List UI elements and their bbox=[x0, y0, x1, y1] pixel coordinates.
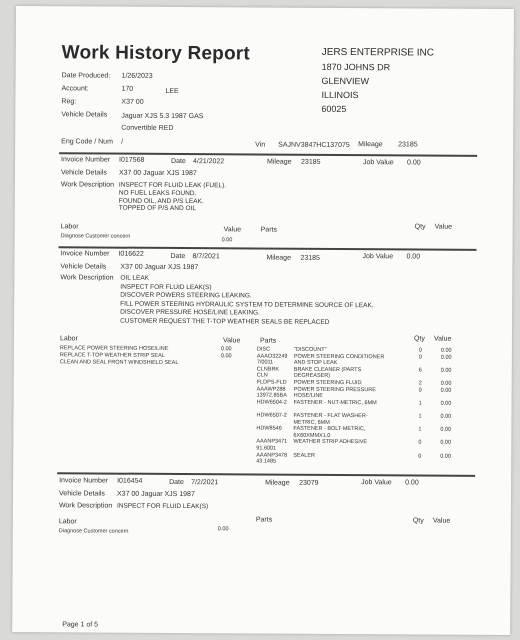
part-qtys: 0 0 6 2 0 1 1 1 0 0 bbox=[418, 347, 422, 459]
vin-label: Vin bbox=[255, 141, 266, 149]
company-block bbox=[321, 46, 434, 117]
invoice-number-label: Invoice Number bbox=[59, 477, 109, 485]
invoice-date-label: Date bbox=[171, 157, 186, 166]
labor-values: 0.00 bbox=[217, 526, 229, 533]
invoice-vehicle-label: Vehicle Details bbox=[58, 490, 105, 498]
job-value-value: 0.00 bbox=[407, 159, 421, 167]
company-zip: 60025 bbox=[321, 103, 347, 115]
qty-header: Qty bbox=[413, 335, 425, 343]
vehicle-details-value: Jaguar XJS 5.3 1987 GAS bbox=[121, 112, 204, 121]
invoice-date-label: Date bbox=[170, 252, 186, 261]
report-title: Work History Report bbox=[61, 42, 250, 65]
invoice-mileage-label: Mileage bbox=[267, 158, 292, 166]
account-value: 170 bbox=[121, 85, 134, 93]
work-description-text: OIL LEAK INSPECT FOR FLUID LEAK(S) DISCOVER POWERS STEERING LEAKING. FILL POWER STEERING HYDRAULIC SYSTEM TO DETERMINE SOURCE OF LEAK. DISCOVER PRESSURE HOSE/LINE LEAKING. CUSTOMER REQUEST THE T-TOP WEATHER SEALS BE REPLACED bbox=[120, 274, 374, 326]
invoice-vehicle-value: X37 00 Jaguar XJS 1987 bbox=[116, 490, 195, 499]
part-value-header: Value bbox=[432, 517, 451, 525]
company-city: GLENVIEW bbox=[321, 75, 370, 87]
job-value-label: Job Value bbox=[361, 479, 392, 487]
work-description-label: Work Description bbox=[60, 181, 115, 189]
work-description-label: Work Description bbox=[58, 502, 113, 510]
qty-header: Qty bbox=[414, 223, 426, 231]
labor-lines: Diagnose Customer concern bbox=[60, 233, 131, 240]
work-description-text: INSPECT FOR FLUID LEAK(S) bbox=[116, 502, 209, 511]
invoice-number-label: Invoice Number bbox=[61, 156, 111, 164]
invoice-mileage-label: Mileage bbox=[265, 479, 290, 487]
invoice-number-value: I016622 bbox=[118, 250, 144, 258]
invoice-date-value: 8/7/2021 bbox=[192, 253, 220, 261]
part-codes: DISC AAAO32249 7/0011 CLNBRK CLN FLDPS-FLD AAAWP288 13972.85BA HDW6504-2 HDW6507-2 HDW8546 AAANP3471 91.6001 AAANP3478 43.1485 bbox=[256, 346, 288, 465]
parts-header: Parts bbox=[255, 516, 273, 524]
invoice-number-label: Invoice Number bbox=[60, 250, 110, 258]
eng-code-value: / bbox=[121, 138, 124, 146]
date-produced-label: Date Produced: bbox=[61, 72, 111, 80]
parts-header: Parts bbox=[260, 226, 278, 234]
invoice-vehicle-label: Vehicle Details bbox=[60, 263, 107, 271]
date-produced-value: 1/26/2023 bbox=[121, 72, 153, 80]
parts-header: Parts bbox=[259, 337, 277, 345]
labor-header: Labor bbox=[60, 223, 79, 231]
company-address: 1870 JOHNS DR bbox=[321, 61, 391, 73]
page-number: Page 1 of 5 bbox=[62, 621, 99, 629]
labor-values: 0.00 bbox=[221, 237, 233, 244]
invoice-mileage-label: Mileage bbox=[266, 254, 292, 262]
vehicle-details-label: Vehicle Details bbox=[61, 111, 108, 119]
labor-header: Labor bbox=[59, 335, 78, 343]
part-value-header: Value bbox=[433, 335, 452, 343]
labor-header: Labor bbox=[58, 518, 77, 526]
invoice-number-value: I017568 bbox=[119, 156, 145, 164]
eng-code-label: Eng Code / Num bbox=[61, 138, 113, 146]
labor-values: 0.00 0.00 bbox=[220, 346, 232, 360]
labor-lines: Diagnose Customer concern bbox=[58, 528, 129, 535]
account-name: LEE bbox=[165, 87, 179, 95]
job-value-value: 0.00 bbox=[406, 253, 421, 261]
labor-value-header: Value bbox=[223, 226, 242, 234]
qty-header: Qty bbox=[412, 517, 424, 525]
invoice-number-value: I016454 bbox=[117, 477, 143, 485]
invoice-mileage-value: 23185 bbox=[300, 254, 320, 262]
job-value-label: Job Value bbox=[362, 253, 394, 261]
company-name: JERS ENTERPRISE INC bbox=[321, 46, 435, 59]
job-value-label: Job Value bbox=[363, 159, 394, 167]
header-mileage-value: 23185 bbox=[398, 141, 418, 149]
invoice-mileage-value: 23185 bbox=[301, 158, 321, 166]
work-description-text: INSPECT FOR FLUID LEAK (FUEL). NO FUEL LEAKS FOUND. FOUND OIL, AND P/S LEAK. TOPPED OF P/S AND OIL bbox=[118, 181, 227, 213]
reg-label: Reg: bbox=[61, 98, 77, 106]
job-value-value: 0.00 bbox=[405, 479, 419, 487]
company-state: ILLINOIS bbox=[321, 89, 359, 101]
work-description-label: Work Description bbox=[60, 274, 114, 282]
invoice-date-value: 7/2/2021 bbox=[191, 479, 219, 487]
report-page bbox=[12, 6, 514, 635]
invoice-vehicle-value: X37 00 Jaguar XJS 1987 bbox=[118, 169, 197, 178]
invoice-divider bbox=[57, 472, 475, 477]
part-descriptions: "DISCOUNT" POWER STEERING CONDITIONER AND STOP LEAK BRAKE CLEANER (PARTS DEGREASER) POWER STEERING FLUID POWER STEERING PRESSURE HOSE/LINE FASTENER - NUT-METRIC, 6MM FASTENER - FLAT WASHER- METRIC, 6MM FASTENER - BOLT-METRIC, 6X60XMMX1.0 WEATHER STRIP ADHESIVE SEALER bbox=[293, 346, 385, 459]
invoice-vehicle-value: X37 00 Jaguar XJS 1987 bbox=[120, 263, 199, 272]
vehicle-color-value: Convertible RED bbox=[121, 124, 174, 132]
invoice-date-value: 4/21/2022 bbox=[193, 158, 225, 166]
vin-value: SAJNV3847HC137075 bbox=[278, 141, 350, 150]
invoice-mileage-value: 23079 bbox=[299, 479, 319, 487]
labor-lines: REPLACE POWER STEERING HOSE/LINE REPLACE T-TOP WEATHER STRIP SEAL CLEAN AND SEAL FRONT WINDSHIELD SEAL bbox=[59, 345, 179, 366]
labor-value-header: Value bbox=[222, 337, 241, 345]
account-label: Account: bbox=[61, 85, 89, 93]
header-mileage-label: Mileage bbox=[358, 141, 383, 149]
invoice-date-label: Date bbox=[169, 478, 184, 487]
reg-value: X37 00 bbox=[121, 98, 144, 106]
part-values: 0.00 0.00 0.00 0.00 0.00 0.00 0.00 0.00 0.00 0.00 bbox=[440, 347, 452, 460]
invoice-vehicle-label: Vehicle Details bbox=[60, 169, 107, 177]
part-value-header: Value bbox=[434, 223, 453, 231]
